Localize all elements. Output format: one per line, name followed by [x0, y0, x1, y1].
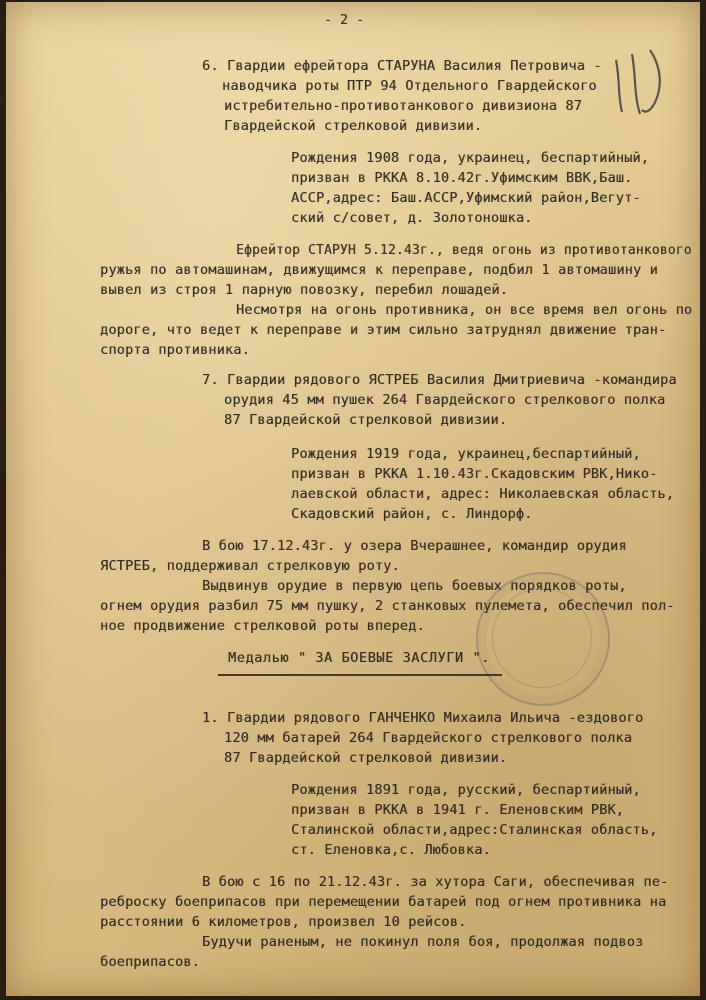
medal-heading: Медалью " ЗА БОЕВЫЕ ЗАСЛУГИ ".	[228, 650, 490, 666]
entry6-bio1: Рождения 1908 года, украинец, беспартийный,	[291, 150, 650, 166]
entry6-bio3: АССР,адрес: Баш.АССР,Уфимский район,Вегут-	[291, 190, 641, 206]
entry7-p2-l3: ное продвижение стрелковой роты вперед.	[100, 618, 425, 634]
entry1-p1-l1: В бою с 16 по 21.12.43г. за хутора Саги, обеспечивая пе-	[202, 874, 669, 890]
entry1-bio2: призван в РККА в 1941 г. Еленовским РВК,	[291, 802, 625, 818]
entry7-line3: 87 Гвардейской стрелковой дивизии.	[224, 412, 508, 428]
entry7-line1: 7. Гвардии рядового ЯСТРЕБ Василия Дмитриевича -командира	[202, 372, 677, 388]
entry6-p2-l1: Несмотря на огонь противника, он все время вел огонь по	[236, 302, 693, 318]
entry7-p1-l1: В бою 17.12.43г. у озера Вчерашнее, командир орудия	[202, 538, 627, 554]
entry1-bio3: Сталинской области,адрес:Сталинская область,	[291, 822, 658, 838]
round-stamp	[476, 572, 610, 706]
entry6-p2-l2: дороге, что ведет к переправе и этим сильно затруднял движение тран-	[100, 322, 667, 338]
entry6-bio2: призван в РККА 8.10.42г.Уфимским ВВК,Баш.	[291, 170, 633, 186]
entry6-line4: Гвардейской стрелковой дивизии.	[224, 118, 483, 134]
entry6-p2-l3: спорта противника.	[100, 342, 250, 358]
entry6-bio4: ский с/совет, д. Золотоношка.	[291, 210, 533, 226]
document-page	[6, 2, 700, 996]
entry6-line2: наводчика роты ПТР 94 Отдельного Гвардейского	[222, 78, 597, 94]
entry6-p1-l3: вывел из строя 1 парную повозку, перебил лошадей.	[100, 282, 509, 298]
entry1-p2-l2: боеприпасов.	[100, 954, 200, 970]
entry6-p1-l1: Ефрейтор СТАРУН 5.12.43г., ведя огонь из противотанкового	[236, 242, 692, 258]
entry7-p1-l2: ЯСТРЕБ, поддерживал стрелковую роту.	[100, 558, 400, 574]
entry1-p1-l3: расстоянии 6 километров, произвел 10 рейсов.	[100, 914, 467, 930]
entry7-bio2: призван в РККА 1.10.43г.Скадовским РВК,Нико-	[291, 466, 658, 482]
entry7-bio4: Скадовский район, с. Линдорф.	[291, 506, 533, 522]
entry7-p2-l2: огнем орудия разбил 75 мм пушку, 2 станковых пулемета, обеспечил пол-	[100, 598, 675, 614]
entry1-bio1: Рождения 1891 года, русский, беспартийный,	[291, 782, 641, 798]
entry7-bio3: лаевской области, адрес: Николаевская область,	[291, 486, 675, 502]
entry6-p1-l2: ружья по автомашинам, движущимся к переправе, подбил 1 автомашину и	[100, 262, 658, 278]
entry7-line2: орудия 45 мм пушек 264 Гвардейского стрелкового полка	[224, 392, 666, 408]
entry6-line3: истребительно-противотанкового дивизиона 87	[224, 98, 583, 114]
handwritten-mark-icon	[606, 40, 676, 120]
heading-underline	[218, 674, 502, 676]
entry1-p1-l2: реброску боеприпасов при перемещении батарей под огнем противника на	[100, 894, 667, 910]
entry6-line1: 6. Гвардии ефрейтора СТАРУНА Василия Петровича -	[202, 58, 602, 74]
entry1-line2: 120 мм батарей 264 Гвардейского стрелкового полка	[224, 730, 633, 746]
entry1-bio4: ст. Еленовка,с. Любовка.	[291, 842, 491, 858]
page-number: - 2 -	[324, 13, 365, 28]
entry7-bio1: Рождения 1919 года, украинец,беспартийный,	[291, 446, 641, 462]
entry1-line1: 1. Гвардии рядового ГАНЧЕНКО Михаила Ильича -ездового	[202, 710, 644, 726]
entry1-line3: 87 Гвардейской стрелковой дивизии.	[224, 750, 508, 766]
entry7-p2-l1: Выдвинув орудие в первую цепь боевых порядков роты,	[202, 578, 627, 594]
entry1-p2-l1: Будучи раненым, не покинул поля боя, продолжая подвоз	[202, 934, 644, 950]
